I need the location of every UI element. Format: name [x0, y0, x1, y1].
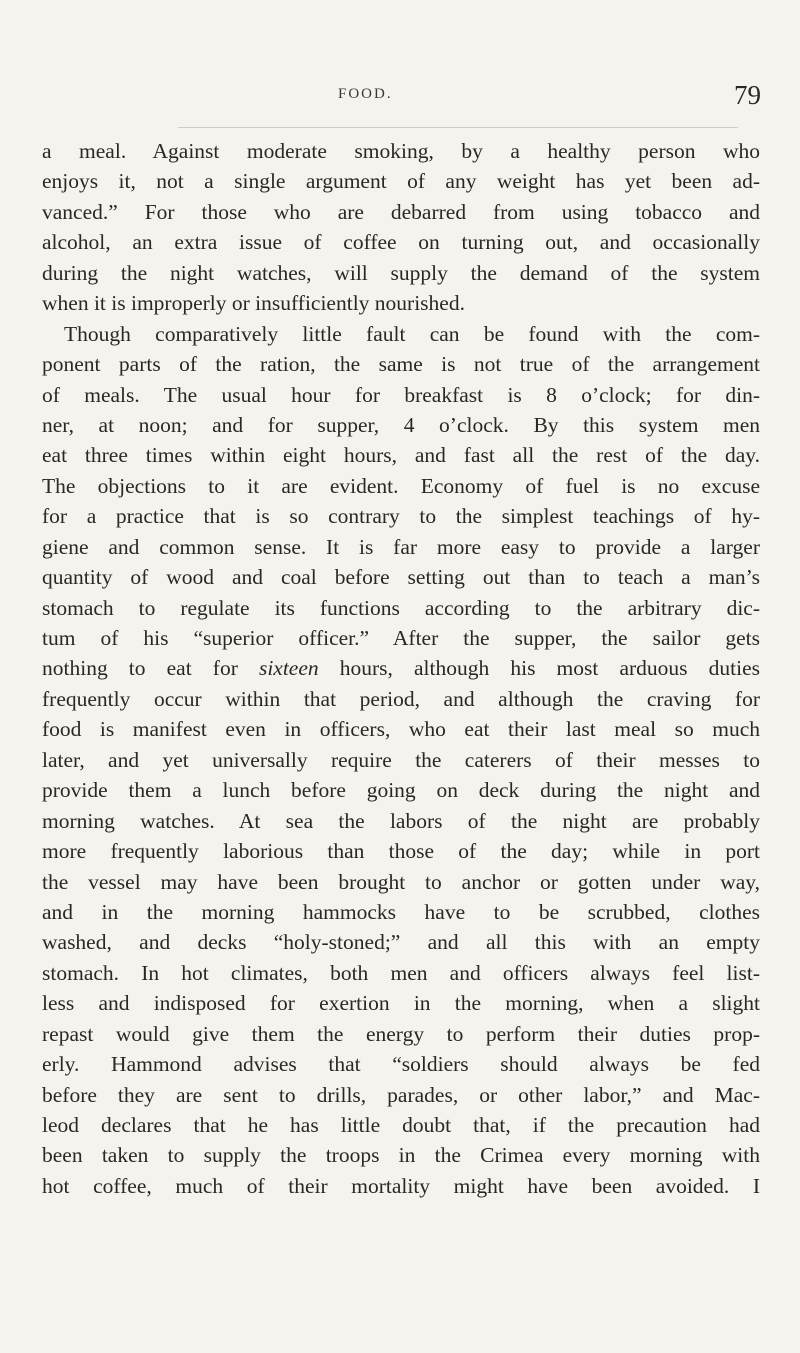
text-line: repast would give them the energy to perform their duties prop- [42, 1021, 760, 1046]
italic-word: sixteen [258, 656, 319, 681]
text-line: enjoys it, not a single argument of any weight has yet been ad- [42, 169, 760, 194]
text-line: before they are sent to drills, parades, or other labor,” and Mac- [42, 1082, 760, 1107]
text-line-italic [42, 653, 760, 683]
text-line: hot coffee, much of their mortality might have been avoided. I [42, 1173, 760, 1198]
body-text [42, 136, 760, 1201]
text-line: for a practice that is so contrary to the simplest teachings of hy- [42, 504, 760, 529]
text-line: the vessel may have been brought to anchor or gotten under way, [42, 869, 760, 894]
text-line: of meals. The usual hour for breakfast is 8 o’clock; for din- [42, 382, 760, 407]
text-line: tum of his “superior officer.” After the supper, the sailor gets [42, 626, 760, 650]
text-line: less and indisposed for exertion in the morning, when a slight [42, 991, 760, 1016]
running-head [0, 80, 800, 120]
text-line: washed, and decks “holy-stoned;” and all this with an empty [42, 930, 760, 955]
text-line: The objections to it are evident. Economy of fuel is no excuse [42, 473, 760, 498]
running-title: FOOD. [338, 86, 393, 102]
text-line: ner, at noon; and for supper, 4 o’clock. By this system men [42, 412, 760, 437]
text-line: food is manifest even in officers, who eat their last meal so much [42, 717, 760, 742]
text-line: and in the morning hammocks have to be scrubbed, clothes [42, 899, 760, 924]
text-line: stomach to regulate its functions according to the arbitrary dic- [42, 595, 760, 620]
text-line: eat three times within eight hours, and fast all the rest of the day. [42, 443, 760, 468]
header-rule [178, 127, 738, 128]
text-line: quantity of wood and coal before setting out than to teach a man’s [42, 565, 760, 590]
line-segment: hours, although his most arduous duties [318, 656, 760, 681]
text-line: morning watches. At sea the labors of the night are probably [42, 808, 760, 833]
text-line: erly. Hammond advises that “soldiers should always be fed [42, 1052, 760, 1077]
text-line: leod declares that he has little doubt that, if the precaution had [42, 1113, 760, 1137]
text-line: later, and yet universally require the caterers of their messes to [42, 747, 760, 772]
text-line: during the night watches, will supply the demand of the system [42, 260, 760, 285]
paragraph-end-line: when it is improperly or insufficiently nourished. [42, 291, 465, 316]
text-line: a meal. Against moderate smoking, by a healthy person who [42, 139, 760, 163]
text-line: more frequently laborious than those of the day; while in port [42, 839, 760, 864]
line-segment: nothing to eat for [42, 656, 259, 681]
text-line: vanced.” For those who are debarred from using tobacco and [42, 199, 760, 224]
text-line: stomach. In hot climates, both men and officers always feel list- [42, 960, 760, 985]
page-number: 79 [734, 80, 761, 110]
text-line: ponent parts of the ration, the same is not true of the arrangement [42, 352, 760, 377]
text-line: frequently occur within that period, and although the craving for [42, 686, 760, 711]
paragraph-start-line: Though comparatively little fault can be found with the com- [64, 321, 760, 346]
text-line: been taken to supply the troops in the Crimea every morning with [42, 1143, 760, 1168]
text-line: provide them a lunch before going on deck during the night and [42, 778, 760, 803]
text-line: alcohol, an extra issue of coffee on turning out, and occasionally [42, 230, 760, 255]
text-line: giene and common sense. It is far more easy to provide a larger [42, 534, 760, 559]
